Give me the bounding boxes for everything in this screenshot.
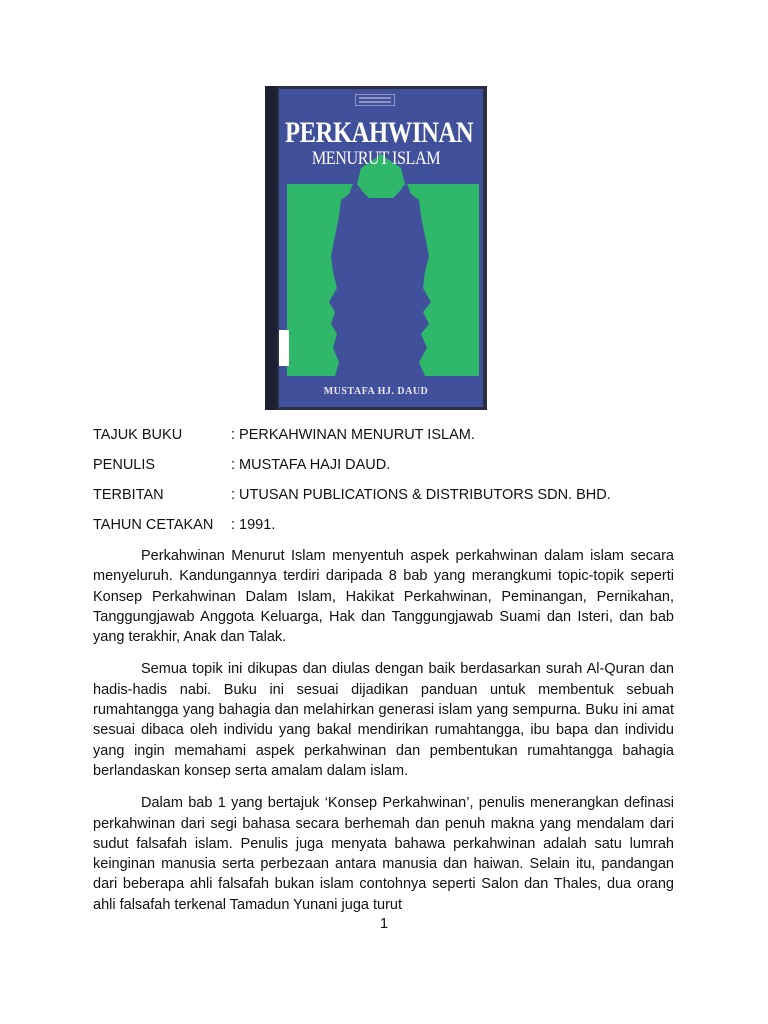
book-cover-image bbox=[265, 86, 487, 410]
cover-subtitle: MENURUT ISLAM bbox=[311, 148, 441, 169]
paragraph: Perkahwinan Menurut Islam menyentuh aspek perkahwinan dalam islam secara menyeluruh. Kandungannya terdiri daripada 8 bab yang merangkumi topic-topik seperti Konsep Perkahwinan Dalam Islam, Hakikat Perkahwinan, Peminangan, Pernikahan, Tanggungjawab Anggota Keluarga, Hak dan Tanggungjawab Suami dan Isteri, dan bab yang terakhir, Anak dan Talak. bbox=[93, 548, 674, 646]
meta-row-publisher bbox=[93, 487, 611, 503]
library-sticker bbox=[279, 330, 289, 366]
meta-label: PENULIS bbox=[93, 457, 156, 473]
meta-row-year bbox=[93, 517, 275, 533]
meta-row-author bbox=[93, 457, 390, 473]
meta-value: : MUSTAFA HAJI DAUD. bbox=[231, 457, 391, 473]
paragraph: Dalam bab 1 yang bertajuk ‘Konsep Perkahwinan’, penulis menerangkan definasi perkahwinan dari segi bahasa secara berhemah dan penuh makna yang mendalam dari sudut falsafah islam. Penulis juga menyata bahawa perkahwinan adalah satu lumrah keinginan manusia serta perbezaan antara manusia dan haiwan. Selain itu, pandangan dari beberapa ahli falsafah bukan islam contohnya seperti Salon dan Thales, dua orang ahli falsafah terkenal Tamadun Yunani juga turut bbox=[93, 795, 674, 913]
cover-spine bbox=[265, 86, 277, 410]
meta-label: TAJUK BUKU bbox=[93, 427, 183, 443]
publisher-logo-icon bbox=[355, 94, 395, 106]
meta-value: : UTUSAN PUBLICATIONS & DISTRIBUTORS SDN. BHD. bbox=[231, 487, 611, 503]
meta-row-title bbox=[93, 427, 475, 443]
meta-value: : 1991. bbox=[231, 517, 276, 533]
paragraph: Semua topik ini dikupas dan diulas dengan baik berdasarkan surah Al-Quran dan hadis-hadis nabi. Buku ini sesuai dijadikan panduan untuk membentuk sebuah rumahtangga yang bahagia dan melahirkan generasi islam yang sempurna. Buku ini amat sesuai dibaca oleh individu yang bakal mendirikan rumahtangga, ibu bapa dan individu yang ingin memahami aspek perkahwinan dan pembentukan rumahtangga bahagia berlandaskan konsep serta amalam dalam islam. bbox=[93, 661, 674, 779]
review-body bbox=[93, 546, 674, 927]
cover-author: MUSTAFA HJ. DAUD bbox=[323, 386, 429, 397]
meta-label: TERBITAN bbox=[93, 487, 164, 503]
meta-value: : PERKAHWINAN MENURUT ISLAM. bbox=[231, 427, 475, 443]
page-number: 1 bbox=[379, 916, 389, 932]
cover-title: PERKAHWINAN bbox=[284, 116, 474, 149]
meta-label: TAHUN CETAKAN bbox=[93, 517, 214, 533]
